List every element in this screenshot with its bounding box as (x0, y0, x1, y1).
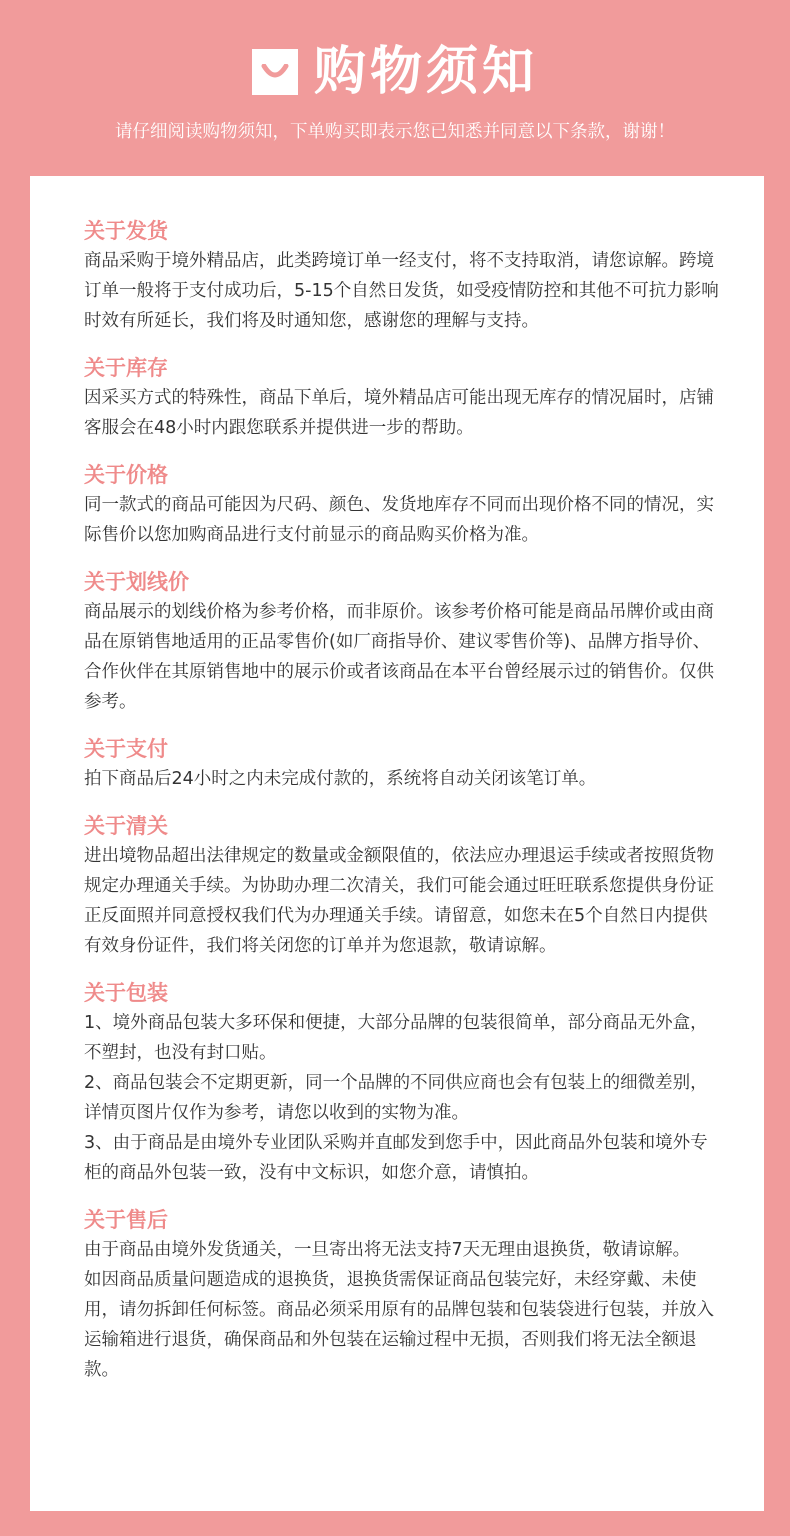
section-text: 2、商品包装会不定期更新，同一个品牌的不同供应商也会有包装上的细微差别，详情页图片仅作为参考，请您以收到的实物为准。 (84, 1073, 708, 1123)
section-text: 商品采购于境外精品店，此类跨境订单一经支付，将不支持取消，请您谅解。跨境订单一般将于支付成功后，5-15个自然日发货，如受疫情防控和其他不可抗力影响时效有所延长，我们将及时通知您，感谢您的理解与支持。 (84, 251, 719, 331)
section-title: 关于支付 (84, 737, 168, 761)
title-row (0, 42, 790, 102)
section-stock (84, 353, 724, 443)
page-subtitle: 请仔细阅读购物须知，下单购买即表示您已知悉并同意以下条款，谢谢！ (115, 122, 675, 142)
section-payment (84, 734, 724, 794)
shopping-bag-icon (252, 49, 298, 95)
notice-card (30, 176, 764, 1511)
section-customs (84, 811, 724, 961)
section-text: 商品展示的划线价格为参考价格，而非原价。该参考价格可能是商品吊牌价或由商品在原销售地适用的正品零售价(如厂商指导价、建议零售价等)、品牌方指导价、合作伙伴在其原销售地中的展示价或者该商品在本平台曾经展示过的销售价。仅供参考。 (84, 602, 714, 712)
section-title: 关于清关 (84, 814, 168, 838)
section-title: 关于包装 (84, 981, 168, 1005)
section-title: 关于库存 (84, 356, 168, 380)
section-title: 关于价格 (84, 463, 168, 487)
section-title: 关于发货 (84, 219, 168, 243)
section-text: 由于商品由境外发货通关，一旦寄出将无法支持7天无理由退换货，敬请谅解。 (84, 1240, 691, 1260)
notice-content (84, 216, 724, 1402)
section-price (84, 460, 724, 550)
section-text: 如因商品质量问题造成的退换货，退换货需保证商品包装完好，未经穿戴、未使用，请勿拆卸任何标签。商品必须采用原有的品牌包装和包装袋进行包装，并放入运输箱进行退货，确保商品和外包装在运输过程中无损，否则我们将无法全额退款。 (84, 1270, 714, 1380)
header (0, 0, 790, 175)
section-text: 进出境物品超出法律规定的数量或金额限值的，依法应办理退运手续或者按照货物规定办理通关手续。为协助办理二次清关，我们可能会通过旺旺联系您提供身份证正反面照并同意授权我们代为办理通关手续。请留意，如您未在5个自然日内提供有效身份证件，我们将关闭您的订单并为您退款，敬请谅解。 (84, 846, 714, 956)
section-text: 拍下商品后24小时之内未完成付款的，系统将自动关闭该笔订单。 (84, 769, 597, 789)
section-text: 同一款式的商品可能因为尺码、颜色、发货地库存不同而出现价格不同的情况，实际售价以您加购商品进行支付前显示的商品购买价格为准。 (84, 495, 714, 545)
page-title: 购物须知 (313, 42, 538, 102)
section-reference-price (84, 567, 724, 717)
section-text: 因采买方式的特殊性，商品下单后，境外精品店可能出现无库存的情况届时，店铺客服会在48小时内跟您联系并提供进一步的帮助。 (84, 388, 714, 438)
section-packaging (84, 978, 724, 1188)
section-text: 1、境外商品包装大多环保和便捷，大部分品牌的包装很简单，部分商品无外盒，不塑封，也没有封口贴。 (84, 1013, 708, 1063)
section-text: 3、由于商品是由境外专业团队采购并直邮发到您手中，因此商品外包装和境外专柜的商品外包装一致，没有中文标识，如您介意，请慎拍。 (84, 1133, 708, 1183)
section-shipping (84, 216, 724, 336)
section-after-sales (84, 1205, 724, 1385)
section-title: 关于售后 (84, 1208, 168, 1232)
section-title: 关于划线价 (84, 570, 189, 594)
